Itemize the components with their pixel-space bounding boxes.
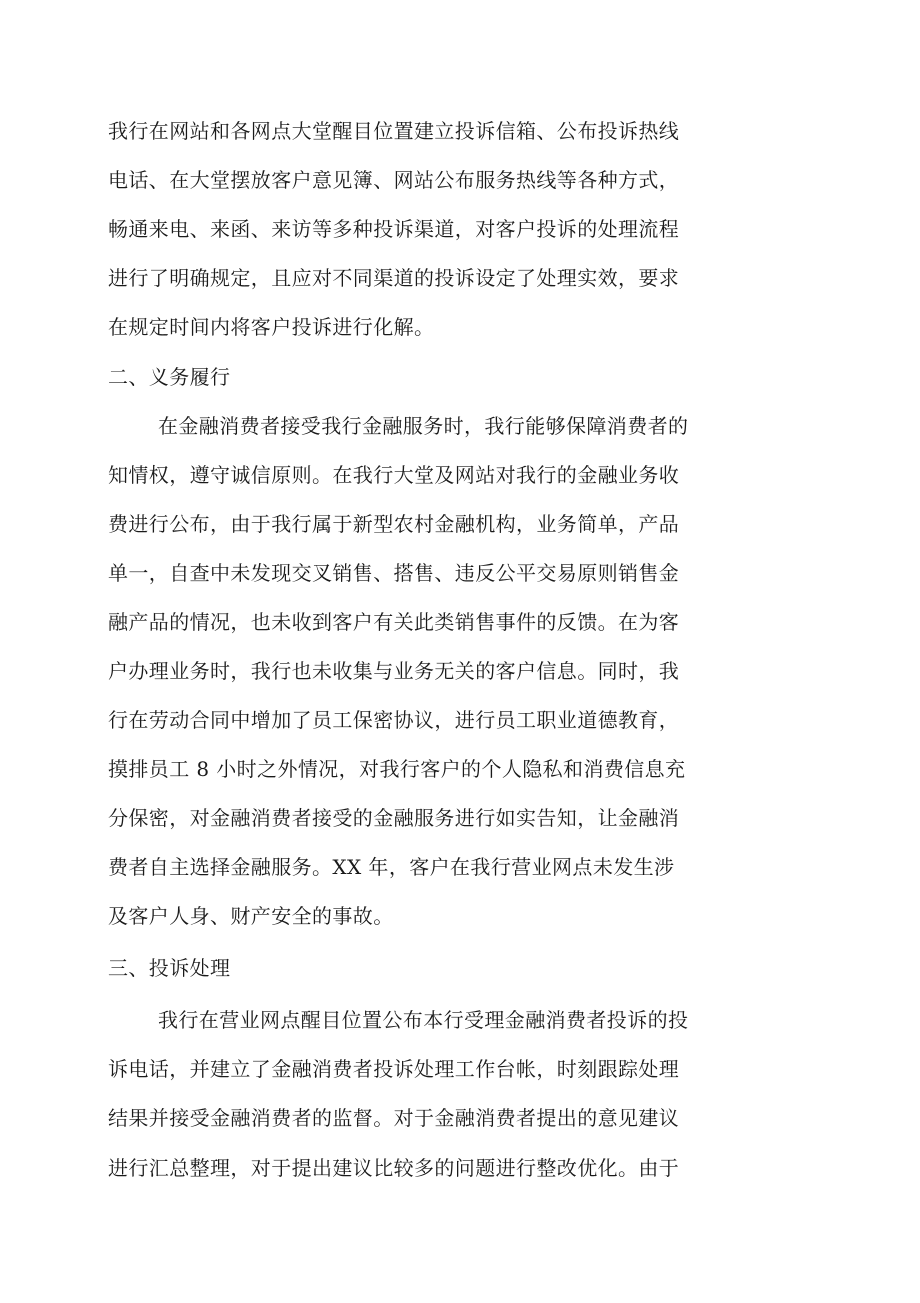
paragraph-1-line-4: 进行了明确规定，且应对不同渠道的投诉设定了处理实效，要求	[108, 266, 680, 290]
paragraph-1-line-2: 电话、在大堂摆放客户意见簿、网站公布服务热线等各种方式，	[108, 168, 680, 192]
paragraph-2-line-1: 在金融消费者接受我行金融服务时，我行能够保障消费者的	[158, 414, 689, 438]
paragraph-1-line-5: 在规定时间内将客户投诉进行化解。	[108, 315, 435, 339]
paragraph-3-line-2: 诉电话，并建立了金融消费者投诉处理工作台帐，时刻跟踪处理	[108, 1057, 680, 1081]
paragraph-3-line-4: 进行汇总整理，对于提出建议比较多的问题进行整改优化。由于	[108, 1156, 680, 1180]
paragraph-3-line-3: 结果并接受金融消费者的监督。对于金融消费者提出的意见建议	[108, 1106, 680, 1130]
paragraph-2-line-3: 费进行公布，由于我行属于新型农村金融机构，业务简单，产品	[108, 512, 680, 536]
paragraph-1-line-3: 畅通来电、来函、来访等多种投诉渠道，对客户投诉的处理流程	[108, 217, 680, 241]
paragraph-2-line-10: 费者自主选择金融服务。XX 年，客户在我行营业网点未发生涉	[108, 855, 675, 879]
paragraph-2-line-4: 单一，自查中未发现交叉销售、搭售、违反公平交易原则销售金	[108, 561, 680, 585]
paragraph-2-line-11: 及客户人身、财产安全的事故。	[108, 904, 394, 928]
paragraph-3-line-1: 我行在营业网点醒目位置公布本行受理金融消费者投诉的投	[158, 1008, 689, 1032]
paragraph-2-line-8: 摸排员工 8 小时之外情况，对我行客户的个人隐私和消费信息充	[108, 757, 686, 781]
paragraph-1-line-1: 我行在网站和各网点大堂醒目位置建立投诉信箱、公布投诉热线	[108, 119, 680, 143]
paragraph-2-line-7: 行在劳动合同中增加了员工保密协议，进行员工职业道德教育，	[108, 708, 680, 732]
section-3-heading: 三、投诉处理	[108, 956, 231, 980]
section-2-heading: 二、义务履行	[108, 365, 231, 389]
paragraph-2-line-2: 知情权，遵守诚信原则。在我行大堂及网站对我行的金融业务收	[108, 463, 680, 487]
paragraph-2-line-5: 融产品的情况，也未收到客户有关此类销售事件的反馈。在为客	[108, 610, 680, 634]
paragraph-2-line-6: 户办理业务时，我行也未收集与业务无关的客户信息。同时，我	[108, 659, 680, 683]
paragraph-2-line-9: 分保密，对金融消费者接受的金融服务进行如实告知，让金融消	[108, 806, 680, 830]
